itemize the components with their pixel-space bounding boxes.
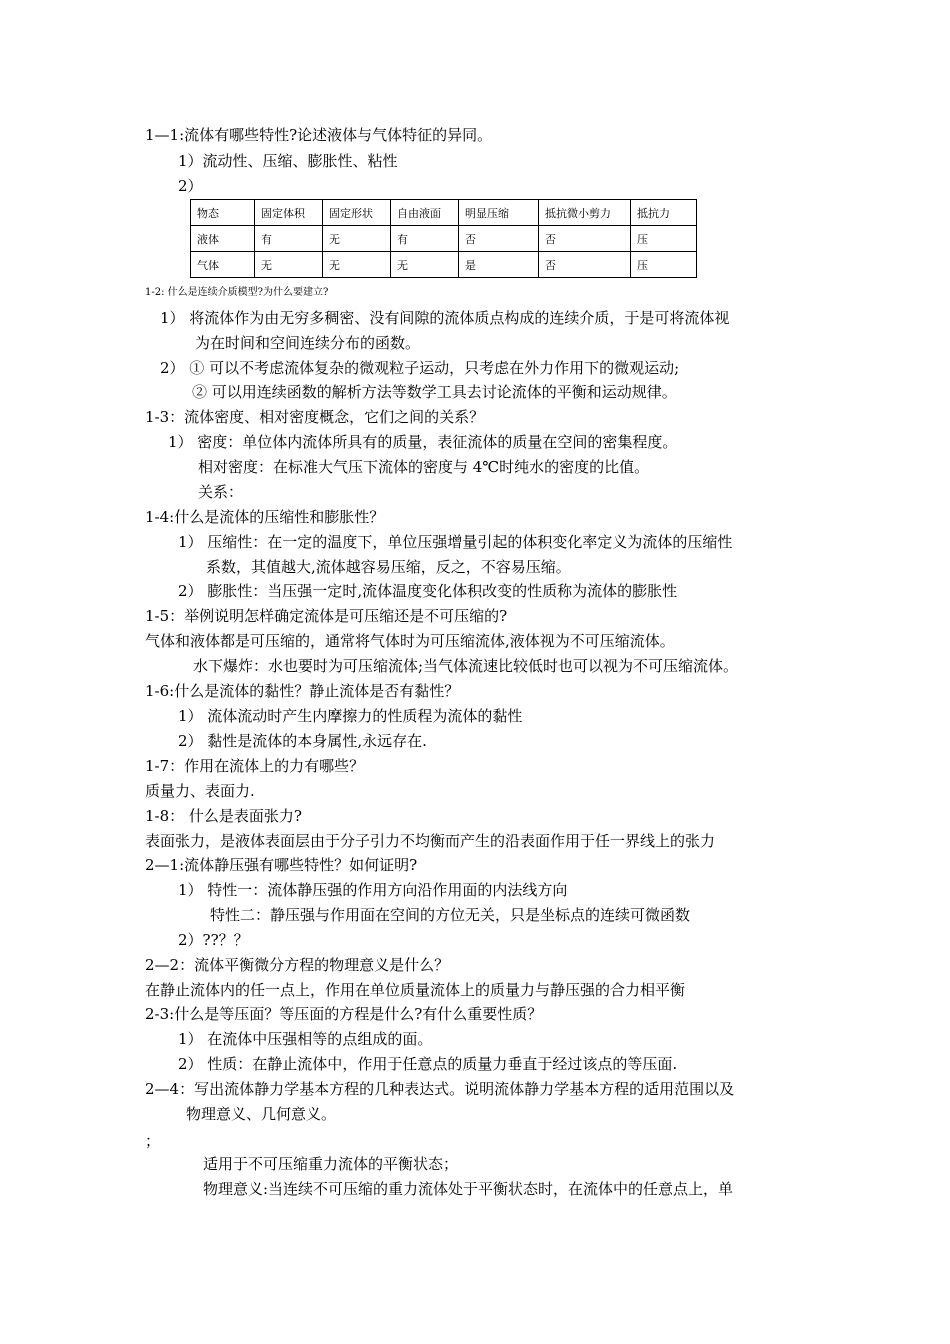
answer-line: 2）??？？ [178,931,249,949]
answer-line: 气体和液体都是可压缩的，通常将气体时为可压缩流体,液体视为不可压缩流体。 [145,632,675,650]
question-1-4: 1-4:什么是流体的压缩性和膨胀性？ [145,508,385,526]
question-2-3: 2-3:什么是等压面？等压面的方程是什么?有什么重要性质？ [145,1005,543,1023]
answer-line: 1）流动性、压缩、膨胀性、粘性 [178,152,398,170]
answer-line: 为在时间和空间连续分布的函数。 [195,334,421,352]
answer-line: 在静止流体内的任一点上，作用在单位质量流体上的质量力与静压强的合力相平衡 [145,981,686,999]
answer-line: ② 可以用连续函数的解析方法等数学工具去讨论流体的平衡和运动规律。 [192,383,677,401]
table-cell: 无 [391,252,459,278]
table-cell: 压 [631,226,697,252]
table-header-cell: 固定体积 [255,200,323,226]
answer-line: 2） 膨胀性：当压强一定时,流体温度变化体积改变的性质称为流体的膨胀性 [178,582,678,600]
answer-line: 物理意义、几何意义。 [186,1105,337,1123]
table-cell: 否 [539,252,631,278]
answer-line: 特性二：静压强与作用面在空间的方位无关，只是坐标点的连续可微函数 [210,906,691,924]
table-cell: 压 [631,252,697,278]
answer-line: 2） ① 可以不考虑流体复杂的微观粒子运动，只考虑在外力作用下的微观运动; [160,359,680,377]
table-header-cell: 固定形状 [323,200,391,226]
table-header-row [191,200,697,226]
question-1-7: 1-7：作用在流体上的力有哪些？ [145,757,365,775]
fluid-properties-table [190,199,697,278]
question-2-4: 2—4：写出流体静力学基本方程的几种表达式。说明流体静力学基本方程的适用范围以及 [145,1080,735,1098]
table-cell: 有 [255,226,323,252]
answer-line: 2） 黏性是流体的本身属性,永远存在. [178,732,427,750]
question-2-2: 2—2：流体平衡微分方程的物理意义是什么？ [145,956,450,974]
question-1-2: 1-2: 什么是连续介质模型?为什么要建立? [145,287,329,298]
answer-line: 质量力、表面力. [145,782,255,800]
question-1-3: 1-3：流体密度、相对密度概念，它们之间的关系？ [145,408,485,426]
answer-line: 2） [178,177,203,195]
answer-line: 系数，其值越大,流体越容易压缩，反之，不容易压缩。 [206,558,571,576]
answer-line: 关系： [198,483,244,501]
answer-line: 2） 性质：在静止流体中，作用于任意点的质量力垂直于经过该点的等压面. [178,1055,678,1073]
table-cell: 否 [459,226,539,252]
table-cell: 否 [539,226,631,252]
table-cell: 有 [391,226,459,252]
table-header-cell: 抵抗微小剪力 [539,200,631,226]
table-row [191,226,697,252]
answer-line: 相对密度：在标准大气压下流体的密度与 4℃时纯水的密度的比值。 [198,458,650,476]
answer-line: 适用于不可压缩重力流体的平衡状态； [203,1155,459,1173]
table-header-cell: 抵抗力 [631,200,697,226]
answer-line: 1） 密度：单位体内流体所具有的质量，表征流体的质量在空间的密集程度。 [168,433,678,451]
answer-line: 表面张力，是液体表面层由于分子引力不均衡而产生的沿表面作用于任一界线上的张力 [145,832,716,850]
question-1-1: 1—1:流体有哪些特性?论述液体与气体特征的异同。 [145,126,493,144]
question-1-8: 1-8： 什么是表面张力? [145,807,302,825]
table-cell: 无 [323,226,391,252]
table-row [191,252,697,278]
table-cell: 无 [323,252,391,278]
answer-line: 物理意义:当连续不可压缩的重力流体处于平衡状态时，在流体中的任意点上，单 [203,1180,734,1198]
question-1-5: 1-5：举例说明怎样确定流体是可压缩还是不可压缩的? [145,607,508,625]
question-2-1: 2—1:流体静压强有哪些特性？如何证明? [145,856,418,874]
answer-line: 1） 特性一：流体静压强的作用方向沿作用面的内法线方向 [178,881,568,899]
answer-line: 1） 在流体中压强相等的点组成的面。 [178,1030,433,1048]
table-cell: 液体 [191,226,255,252]
answer-line: 1） 将流体作为由无穷多稠密、没有间隙的流体质点构成的连续介质，于是可将流体视 [160,309,730,327]
table-header-cell: 明显压缩 [459,200,539,226]
question-1-6: 1-6:什么是流体的黏性？静止流体是否有黏性？ [145,682,460,700]
table-cell: 是 [459,252,539,278]
table-cell: 无 [255,252,323,278]
answer-line: ； [145,1132,161,1150]
answer-line: 1） 压缩性：在一定的温度下，单位压强增量引起的体积变化率定义为流体的压缩性 [178,533,733,551]
table-cell: 气体 [191,252,255,278]
answer-line: 水下爆炸：水也要时为可压缩流体;当气体流速比较低时也可以视为不可压缩流体。 [193,657,739,675]
table-header-cell: 物态 [191,200,255,226]
table-header-cell: 自由液面 [391,200,459,226]
answer-line: 1） 流体流动时产生内摩擦力的性质程为流体的黏性 [178,707,523,725]
